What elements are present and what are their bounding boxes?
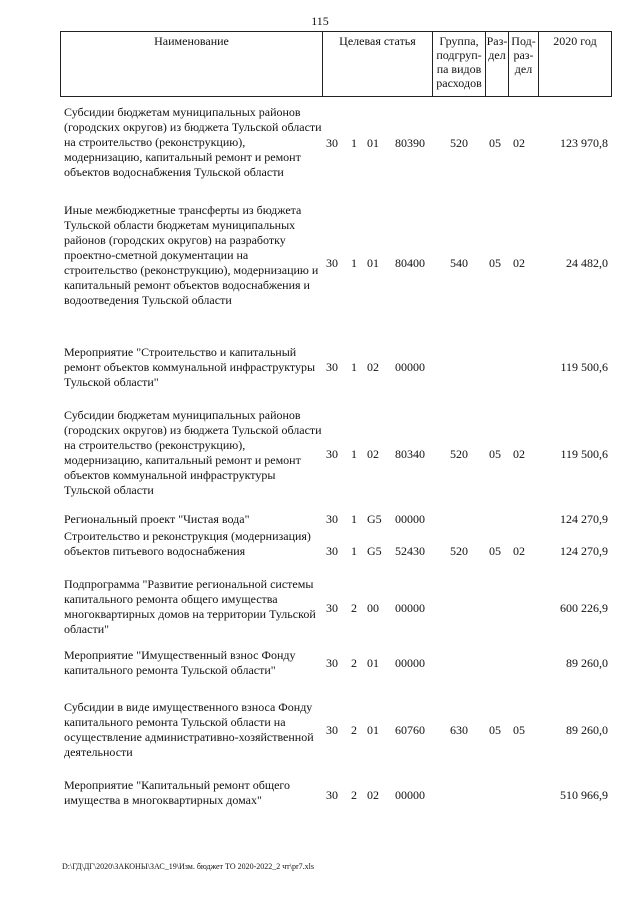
row-code-subprogram: 1 <box>351 136 357 150</box>
row-section: 05 <box>489 136 501 150</box>
row-subsection: 05 <box>513 723 525 737</box>
row-code-subprogram: 2 <box>351 788 357 802</box>
row-code-event: 01 <box>367 723 379 737</box>
row-code-direction: 00000 <box>395 656 425 670</box>
row-code-subprogram: 2 <box>351 656 357 670</box>
page-number: 115 <box>311 14 329 28</box>
header-section-line: дел <box>488 48 506 62</box>
row-code-direction: 80340 <box>395 447 425 461</box>
row-name: Строительство и реконструкция (модернизация) объектов питьевого водоснабжения <box>64 529 311 558</box>
row-amount: 510 966,9 <box>560 788 608 802</box>
row-name: Субсидии бюджетам муниципальных районов (городских округов) из бюджета Тульской области на строительство (реконструкцию), модернизацию, капитальный ремонт и ремонт объектов коммунальной инфраструктуры Тульской области <box>64 408 322 497</box>
header-target: Целевая статья <box>339 34 416 48</box>
file-path-footer: D:\ГД\ДГ\2020\ЗАКОНЫ\ЗАС_19\Изм. бюджет ТО 2020-2022_2 чт\pr7.xls <box>62 862 315 871</box>
row-subsection: 02 <box>513 447 525 461</box>
header-subsection <box>509 34 538 76</box>
row-code-event: 02 <box>367 788 379 802</box>
row-amount: 119 500,6 <box>560 447 608 461</box>
row-code-subprogram: 1 <box>351 256 357 270</box>
row-name: Мероприятие "Капитальный ремонт общего имущества в многоквартирных домах" <box>64 778 291 807</box>
row-code-direction: 60760 <box>395 723 425 737</box>
header-section-line: Раз- <box>486 34 508 48</box>
row-code-direction: 80390 <box>395 136 425 150</box>
row-subsection: 02 <box>513 256 525 270</box>
row-code-program: 30 <box>326 601 338 615</box>
row-code-program: 30 <box>326 656 338 670</box>
header-top-border <box>60 31 612 32</box>
row-name: Субсидии бюджетам муниципальных районов (городских округов) из бюджета Тульской области на строительство (реконструкцию), модернизацию, капитальный ремонт и ремонт объектов водоснабжения Тульской области <box>64 105 322 179</box>
row-code-subprogram: 1 <box>351 447 357 461</box>
row-amount: 123 970,8 <box>560 136 608 150</box>
row-code-subprogram: 1 <box>351 360 357 374</box>
row-section: 05 <box>489 447 501 461</box>
row-code-program: 30 <box>326 723 338 737</box>
header-group-line: расходов <box>436 76 482 90</box>
row-code-program: 30 <box>326 136 338 150</box>
row-code-event: 01 <box>367 256 379 270</box>
row-code-direction: 52430 <box>395 544 425 558</box>
header-group-line: Группа, <box>439 34 479 48</box>
row-group: 520 <box>450 447 468 461</box>
header-section <box>486 34 508 62</box>
row-code-event: 02 <box>367 447 379 461</box>
row-name: Иные межбюджетные трансферты из бюджета Тульской области бюджетам муниципальных районов (городских округов) на разработку проектно-сметной документации на строительство (реконструкцию), модернизацию и капитальный ремонт объектов водоснабжения и водоотведения Тульской области <box>64 203 319 307</box>
row-group: 520 <box>450 544 468 558</box>
header-subsection-line: Под- <box>511 34 536 48</box>
row-code-direction: 00000 <box>395 788 425 802</box>
header-group <box>433 34 485 90</box>
row-section: 05 <box>489 544 501 558</box>
row-code-program: 30 <box>326 256 338 270</box>
row-name: Мероприятие "Имущественный взнос Фонду капитального ремонта Тульской области" <box>64 648 296 677</box>
header-bottom-border <box>60 96 612 97</box>
row-group: 520 <box>450 136 468 150</box>
header-group-line: па видов <box>436 62 482 76</box>
header-year: 2020 год <box>553 34 597 48</box>
row-section: 05 <box>489 256 501 270</box>
row-section: 05 <box>489 723 501 737</box>
row-amount: 119 500,6 <box>560 360 608 374</box>
row-code-program: 30 <box>326 512 338 526</box>
header-group-line: подгруп- <box>436 48 482 62</box>
row-name: Подпрограмма "Развитие региональной системы капитального ремонта общего имущества многоквартирных домов на территории Тульской области" <box>64 577 316 636</box>
row-code-event: G5 <box>367 512 382 526</box>
row-code-subprogram: 2 <box>351 723 357 737</box>
row-amount: 89 260,0 <box>566 723 608 737</box>
row-code-program: 30 <box>326 360 338 374</box>
row-subsection: 02 <box>513 544 525 558</box>
row-group: 630 <box>450 723 468 737</box>
row-amount: 24 482,0 <box>566 256 608 270</box>
header-right-border <box>611 31 612 97</box>
row-code-subprogram: 1 <box>351 544 357 558</box>
row-code-event: 00 <box>367 601 379 615</box>
header-name: Наименование <box>154 34 229 48</box>
row-code-direction: 00000 <box>395 512 425 526</box>
row-name: Субсидии в виде имущественного взноса Фонду капитального ремонта Тульской области на осуществление административно-хозяйственной деятельности <box>64 700 314 759</box>
header-subsection-line: раз- <box>513 48 534 62</box>
row-code-direction: 80400 <box>395 256 425 270</box>
row-code-event: 01 <box>367 136 379 150</box>
row-name: Мероприятие "Строительство и капитальный ремонт объектов коммунальной инфраструктуры Тульской области" <box>64 345 316 389</box>
row-code-event: 01 <box>367 656 379 670</box>
row-amount: 89 260,0 <box>566 656 608 670</box>
row-code-event: 02 <box>367 360 379 374</box>
row-amount: 124 270,9 <box>560 512 608 526</box>
header-subsection-line: дел <box>514 62 533 76</box>
row-group: 540 <box>450 256 468 270</box>
row-code-direction: 00000 <box>395 360 425 374</box>
row-code-subprogram: 2 <box>351 601 357 615</box>
row-subsection: 02 <box>513 136 525 150</box>
row-code-program: 30 <box>326 544 338 558</box>
row-code-subprogram: 1 <box>351 512 357 526</box>
row-code-program: 30 <box>326 447 338 461</box>
row-code-program: 30 <box>326 788 338 802</box>
row-code-event: G5 <box>367 544 382 558</box>
row-amount: 124 270,9 <box>560 544 608 558</box>
row-name: Региональный проект "Чистая вода" <box>64 512 250 526</box>
row-code-direction: 00000 <box>395 601 425 615</box>
row-amount: 600 226,9 <box>560 601 608 615</box>
